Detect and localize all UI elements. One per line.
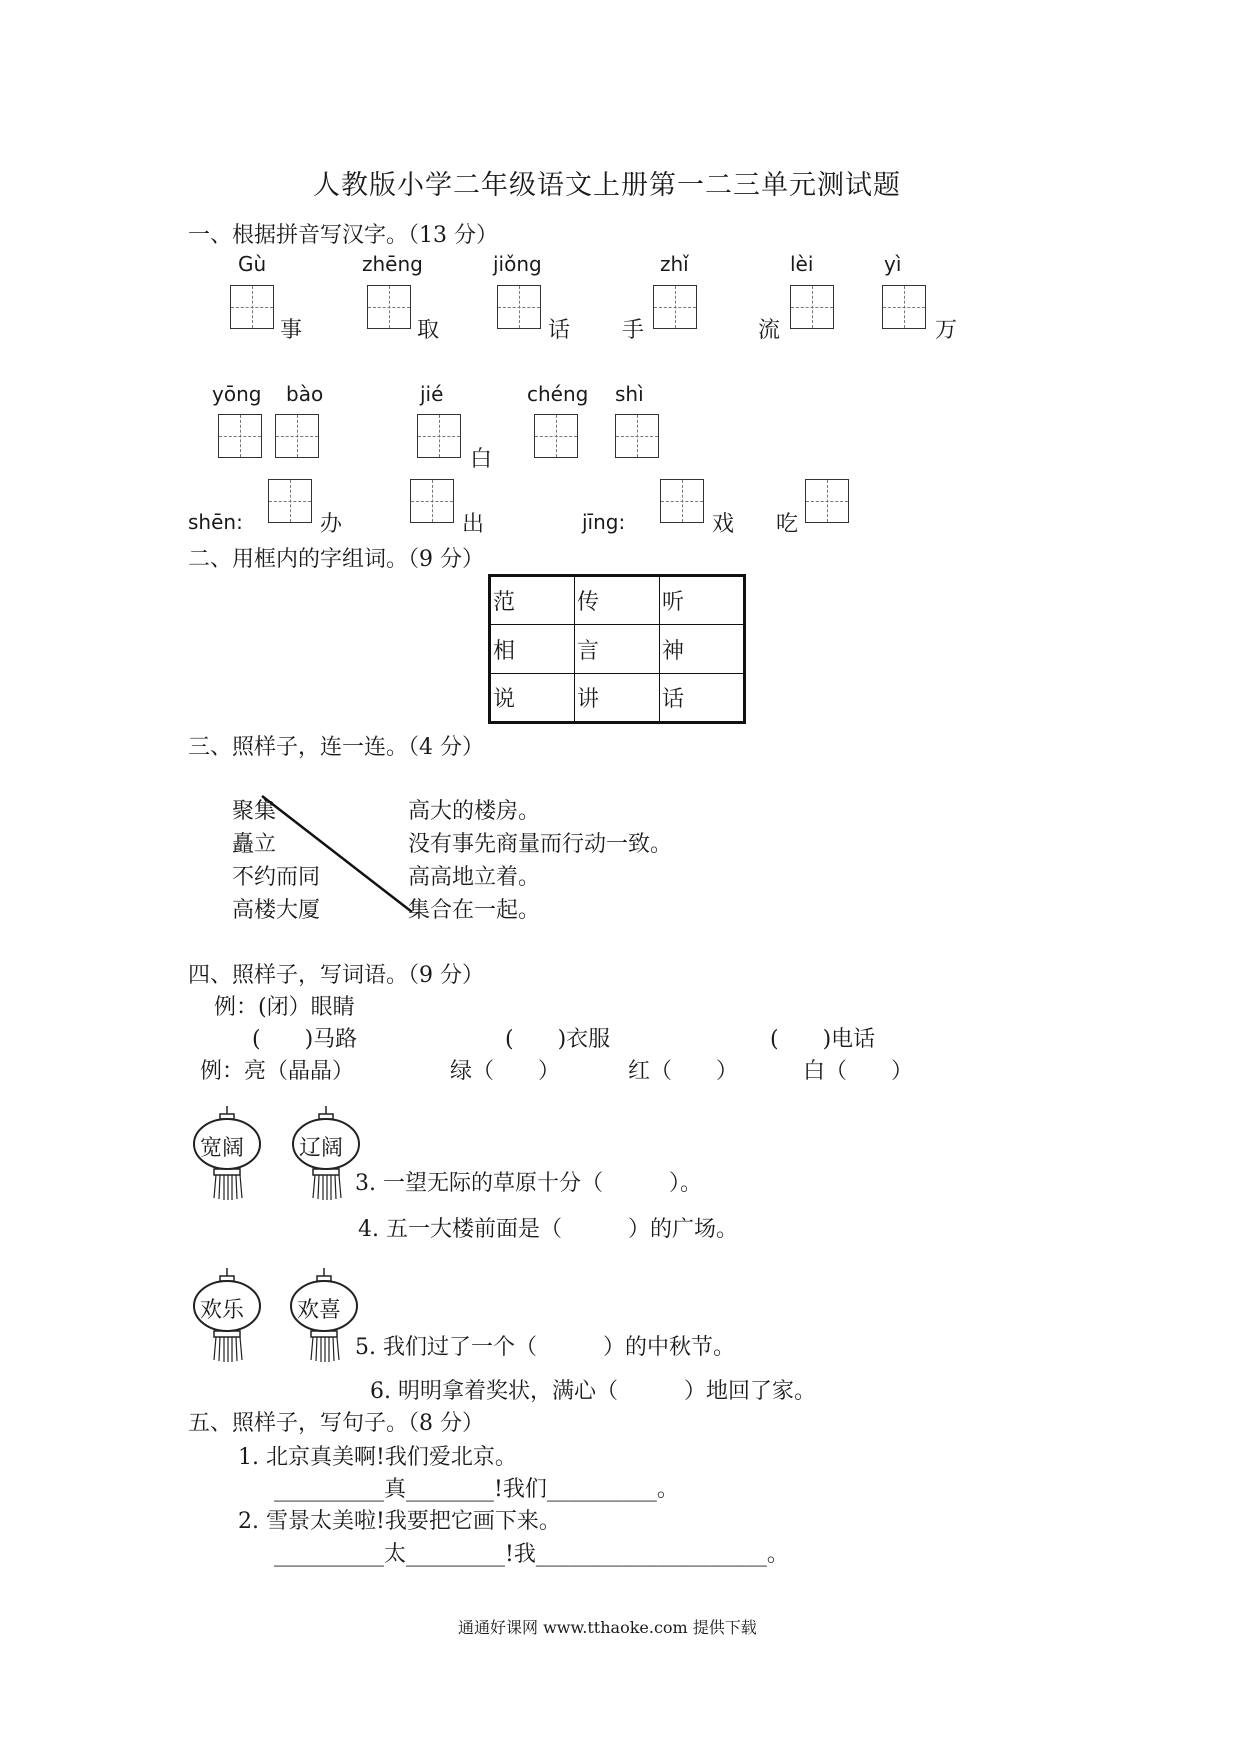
lantern-label: 辽阔 bbox=[299, 1136, 344, 1161]
fill-item: 绿（ ） bbox=[450, 1059, 561, 1084]
section3-heading: 三、照样子，连一连。（4 分） bbox=[188, 735, 484, 760]
page-title: 人教版小学二年级语文上册第一二三单元测试题 bbox=[313, 170, 901, 201]
char: 流 bbox=[758, 318, 781, 343]
pinyin: zhǐ bbox=[660, 252, 689, 276]
fill-item: 白（ ） bbox=[803, 1059, 914, 1084]
char: 办 bbox=[320, 512, 343, 537]
section2-heading: 二、用框内的字组词。（9 分） bbox=[188, 547, 484, 572]
char: 万 bbox=[935, 318, 958, 343]
match-right: 高高地立着。 bbox=[408, 865, 541, 890]
sentence-example-1: 1. 北京真美啊!我们爱北京。 bbox=[238, 1445, 517, 1470]
pinyin: shì bbox=[615, 382, 644, 406]
example-2: 例：亮（晶晶） bbox=[200, 1059, 355, 1084]
sentence-example-2: 2. 雪景太美啦!我要把它画下来。 bbox=[238, 1509, 561, 1534]
pinyin: chéng bbox=[527, 382, 589, 406]
lantern-label: 宽阔 bbox=[200, 1136, 245, 1161]
question-4: 4. 五一大楼前面是（ ）的广场。 bbox=[358, 1217, 738, 1242]
match-right: 集合在一起。 bbox=[408, 898, 541, 923]
match-left: 矗立 bbox=[232, 832, 277, 857]
grid-cell: 传 bbox=[575, 576, 660, 625]
example-1: 例：(闭）眼睛 bbox=[214, 995, 355, 1020]
match-left: 高楼大厦 bbox=[232, 898, 321, 923]
char: 戏 bbox=[712, 512, 735, 537]
match-right: 高大的楼房。 bbox=[408, 799, 541, 824]
grid-cell: 神 bbox=[660, 625, 745, 674]
sentence-answer-2[interactable]: __________太_________!我_____________________。 bbox=[274, 1542, 789, 1567]
lantern-icon bbox=[190, 1268, 265, 1363]
pinyin: jié bbox=[420, 382, 444, 406]
match-left: 不约而同 bbox=[232, 865, 321, 890]
section5-heading: 五、照样子，写句子。（8 分） bbox=[188, 1411, 484, 1436]
section4-heading: 四、照样子，写词语。（9 分） bbox=[188, 963, 484, 988]
footer-credit: 通通好课网 www.tthaoke.com 提供下载 bbox=[458, 1618, 757, 1637]
char: 白 bbox=[470, 447, 493, 472]
sentence-answer-1[interactable]: __________真________!我们__________。 bbox=[274, 1477, 679, 1502]
grid-cell: 相 bbox=[490, 625, 575, 674]
grid-cell: 讲 bbox=[575, 674, 660, 723]
pinyin: Gù bbox=[238, 252, 267, 276]
pinyin-shen: shēn: bbox=[188, 510, 243, 534]
pinyin: jiǒng bbox=[493, 252, 542, 276]
grid-cell: 听 bbox=[660, 576, 745, 625]
lantern-icon bbox=[190, 1106, 265, 1201]
char: 出 bbox=[462, 512, 485, 537]
grid-cell: 言 bbox=[575, 625, 660, 674]
char: 吃 bbox=[776, 512, 799, 537]
char: 话 bbox=[548, 318, 571, 343]
fill-item: 红（ ） bbox=[628, 1059, 739, 1084]
question-3: 3. 一望无际的草原十分（ ）。 bbox=[355, 1171, 702, 1196]
char: 取 bbox=[417, 318, 440, 343]
pinyin: yōng bbox=[212, 382, 262, 406]
section1-heading: 一、根据拼音写汉字。（13 分） bbox=[188, 223, 498, 248]
pinyin: bào bbox=[286, 382, 324, 406]
fill-item: ( )马路 bbox=[252, 1027, 358, 1052]
grid-cell: 话 bbox=[660, 674, 745, 723]
lantern-label: 欢乐 bbox=[200, 1298, 245, 1323]
lantern-icon bbox=[289, 1106, 364, 1201]
grid-cell: 范 bbox=[490, 576, 575, 625]
fill-item: ( )衣服 bbox=[505, 1027, 611, 1052]
match-left: 聚集 bbox=[232, 799, 277, 824]
pinyin: zhēng bbox=[362, 252, 423, 276]
grid-cell: 说 bbox=[490, 674, 575, 723]
question-6: 6. 明明拿着奖状，满心（ ）地回了家。 bbox=[370, 1379, 816, 1404]
lantern-label: 欢喜 bbox=[297, 1298, 342, 1323]
char: 事 bbox=[280, 318, 303, 343]
fill-item: ( )电话 bbox=[770, 1027, 876, 1052]
pinyin: lèi bbox=[790, 252, 814, 276]
lantern-icon bbox=[287, 1268, 362, 1363]
pinyin: yì bbox=[884, 252, 902, 276]
question-5: 5. 我们过了一个（ ）的中秋节。 bbox=[355, 1335, 735, 1360]
pinyin-jing: jīng: bbox=[582, 510, 626, 534]
char: 手 bbox=[622, 318, 645, 343]
match-right: 没有事先商量而行动一致。 bbox=[408, 832, 673, 857]
